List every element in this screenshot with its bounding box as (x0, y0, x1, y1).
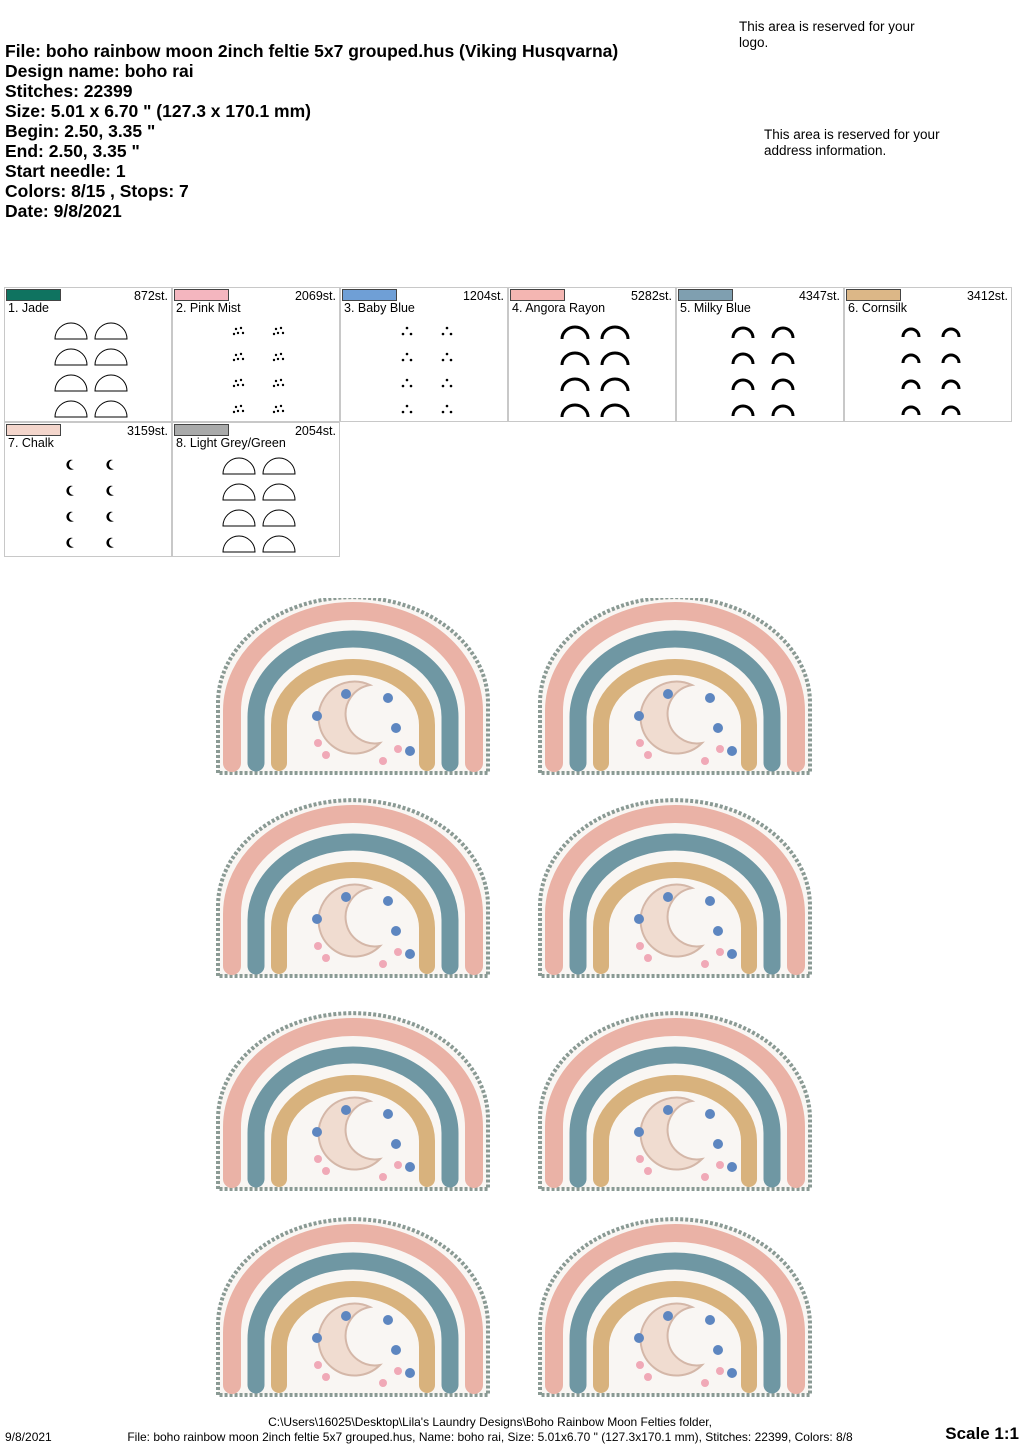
scale-label: Scale 1:1 (945, 1424, 1019, 1443)
feltie-7 (218, 1219, 488, 1395)
color-cell (172, 287, 340, 422)
color-cell (4, 422, 172, 557)
stitch-count: 3159st. (126, 424, 168, 438)
begin-line: Begin: 2.50, 3.35 " (5, 121, 156, 141)
color-name: 1. Jade (8, 301, 50, 315)
feltie-1 (218, 598, 488, 773)
color-swatch (342, 289, 397, 301)
color-name: 5. Milky Blue (680, 301, 751, 315)
address-reserved-note: This area is reserved for your address information. (764, 127, 940, 158)
stitch-preview-thumbnail (845, 314, 1011, 422)
feltie-8 (540, 1219, 810, 1395)
color-cell (508, 287, 676, 422)
stitch-count: 4347st. (798, 289, 840, 303)
color-name: 4. Angora Rayon (512, 301, 606, 315)
color-name: 3. Baby Blue (344, 301, 415, 315)
end-line: End: 2.50, 3.35 " (5, 141, 140, 161)
feltie-2 (540, 598, 810, 773)
feltie-3 (218, 800, 488, 976)
design-preview (210, 598, 820, 1398)
logo-reserved-note: This area is reserved for your logo. (739, 19, 915, 50)
design-info (5, 41, 735, 221)
size-line: Size: 5.01 x 6.70 " (127.3 x 170.1 mm) (5, 101, 311, 121)
stitch-count: 2069st. (294, 289, 336, 303)
feltie-5 (218, 1013, 488, 1189)
date-line: Date: 9/8/2021 (5, 201, 122, 221)
stitch-preview-thumbnail (509, 314, 675, 422)
design-name-line: Design name: boho rai (5, 61, 194, 81)
color-name: 7. Chalk (8, 436, 54, 450)
footer-date: 9/8/2021 (5, 1430, 52, 1444)
stitch-preview-thumbnail (677, 314, 843, 422)
color-swatch (6, 289, 61, 301)
start-needle-line: Start needle: 1 (5, 161, 126, 181)
feltie-6 (540, 1013, 810, 1189)
feltie-4 (540, 800, 810, 976)
stitch-count: 872st. (133, 289, 168, 303)
color-name: 2. Pink Mist (176, 301, 241, 315)
stitches-line: Stitches: 22399 (5, 81, 133, 101)
footer-file-info: File: boho rainbow moon 2inch feltie 5x7 grouped.hus, Name: boho rai, Size: 5.01x6.70 " (127.3x170.1 mm), Stitches: 22399, Colors: 8/8 (127, 1430, 853, 1444)
color-swatch (6, 424, 61, 436)
stitch-preview-thumbnail (5, 449, 171, 557)
color-name: 6. Cornsilk (848, 301, 908, 315)
stitch-count: 5282st. (630, 289, 672, 303)
file-line: File: boho rainbow moon 2inch feltie 5x7 grouped.hus (Viking Husqvarna) (5, 41, 619, 61)
stitch-preview-thumbnail (173, 449, 339, 557)
stitch-count: 1204st. (462, 289, 504, 303)
color-cell (844, 287, 1012, 422)
color-swatch (174, 424, 229, 436)
stitch-count: 2054st. (294, 424, 336, 438)
color-cell (676, 287, 844, 422)
colors-stops-line: Colors: 8/15 , Stops: 7 (5, 181, 189, 201)
stitch-preview-thumbnail (5, 314, 171, 422)
color-swatch (174, 289, 229, 301)
color-cell (4, 287, 172, 422)
footer-summary (110, 1415, 870, 1445)
color-swatch (510, 289, 565, 301)
footer-path: C:\Users\16025\Desktop\Lila's Laundry Designs\Boho Rainbow Moon Felties folder, (268, 1415, 712, 1429)
stitch-count: 3412st. (966, 289, 1008, 303)
stitch-preview-thumbnail (341, 314, 507, 422)
color-name: 8. Light Grey/Green (176, 436, 286, 450)
stitch-preview-thumbnail (173, 314, 339, 422)
color-cell (172, 422, 340, 557)
color-cell (340, 287, 508, 422)
color-swatch (846, 289, 901, 301)
color-swatch (678, 289, 733, 301)
